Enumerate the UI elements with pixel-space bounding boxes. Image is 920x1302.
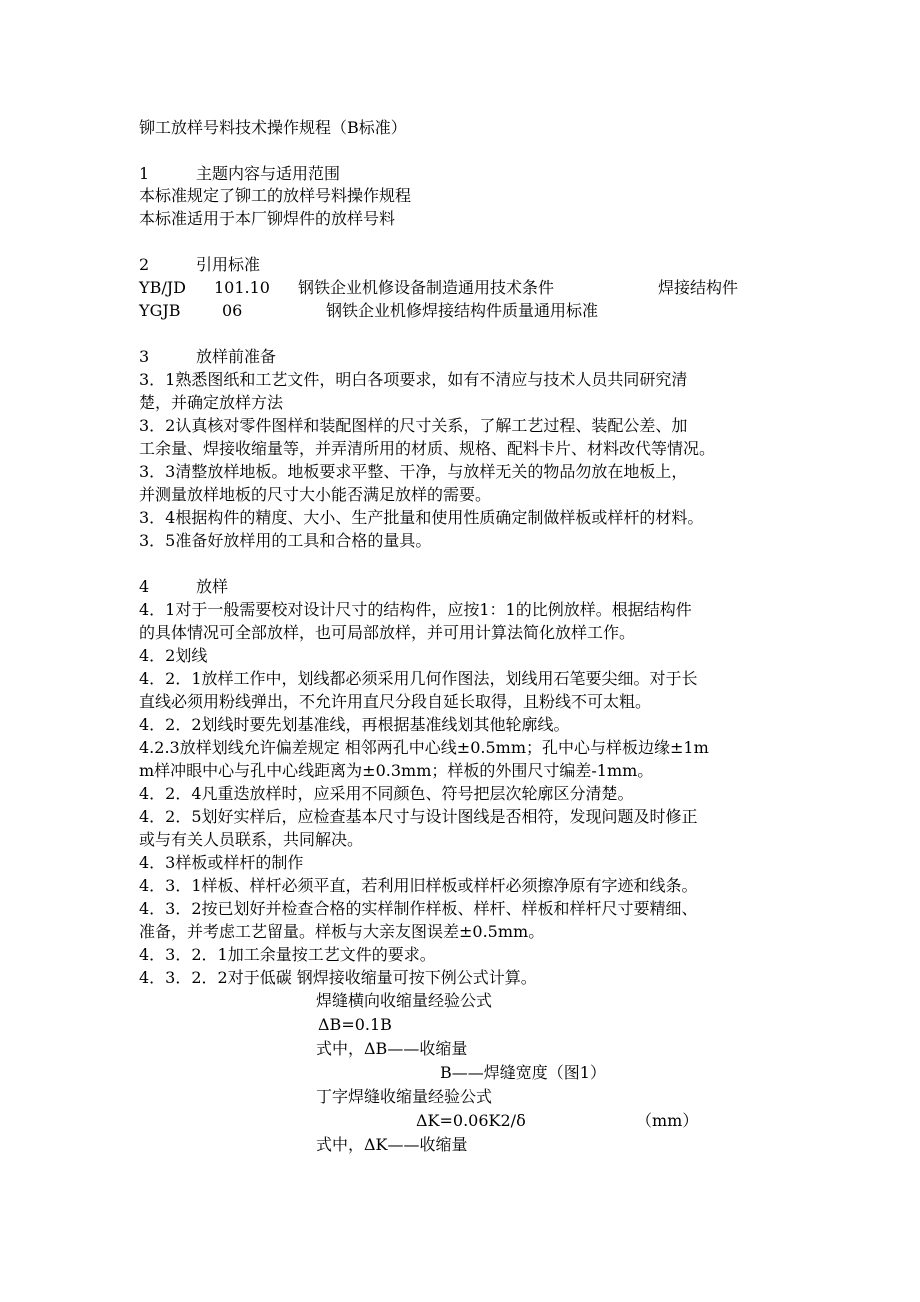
paragraph-line: 4．2．1放样工作中，划线都必须采用几何作图法，划线用石笔要尖细。对于长 — [139, 669, 698, 688]
paragraph-line: 3．3清整放样地板。地板要求平整、干净，与放样无关的物品勿放在地板上， — [139, 462, 688, 481]
section-2-heading: 引用标准 — [196, 255, 261, 274]
paragraph-line: 4．3．2．1加工余量按工艺文件的要求。 — [139, 945, 436, 964]
reference-extra: 焊接结构件 — [658, 278, 739, 297]
paragraph-line: 4.2.3放样划线允许偏差规定 相邻两孔中心线±0.5mm；孔中心与样板边缘±1m — [139, 738, 709, 757]
paragraph-line: m样冲眼中心与孔中心线距离为±0.3mm；样板的外围尺寸编差-1mm。 — [139, 761, 654, 780]
paragraph-line: 3．2认真核对零件图样和装配图样的尺寸关系，了解工艺过程、装配公差、加 — [139, 416, 688, 435]
reference-code: YGJB — [139, 301, 181, 320]
reference-code: YB/JD — [139, 278, 186, 297]
formula-1-expression: ΔB=0.1B — [318, 1015, 392, 1034]
formula-1-variable: B——焊缝宽度（图1） — [440, 1063, 606, 1082]
formula-1-where: 式中，ΔB——收缩量 — [316, 1039, 468, 1058]
paragraph-line: 4．2．5划好实样后，应检查基本尺寸与设计图线是否相符，发现问题及时修正 — [139, 807, 698, 826]
section-3-heading: 放样前准备 — [196, 347, 277, 366]
formula-1-title: 焊缝横向收缩量经验公式 — [316, 991, 493, 1010]
section-1-heading: 主题内容与适用范围 — [196, 164, 341, 183]
paragraph-line: 或与有关人员联系，共同解决。 — [139, 830, 364, 849]
section-2-number: 2 — [139, 255, 150, 274]
paragraph-line: 4．2．2划线时要先划基准线，再根据基准线划其他轮廓线。 — [139, 715, 570, 734]
reference-number: 101.10 — [214, 278, 270, 297]
reference-name: 钢铁企业机修设备制造通用技术条件 — [298, 278, 555, 297]
paragraph-line: 本标准规定了铆工的放样号料操作规程 — [139, 186, 412, 205]
section-1-number: 1 — [139, 164, 150, 183]
paragraph-line: 4．2．4凡重迭放样时，应采用不同颜色、符号把层次轮廓区分清楚。 — [139, 784, 634, 803]
paragraph-line: 直线必须用粉线弹出，不允许用直尺分段自延长取得，且粉线不可太粗。 — [139, 692, 652, 711]
document-title: 铆工放样号料技术操作规程（B标准） — [139, 118, 407, 137]
paragraph-line: 准备，并考虑工艺留量。样板与大亲友图误差±0.5mm。 — [139, 922, 545, 941]
paragraph-line: 4．3．2．2对于低碳 钢焊接收缩量可按下例公式计算。 — [139, 968, 537, 987]
formula-2-unit: （mm） — [636, 1111, 699, 1130]
formula-2-where: 式中，ΔK——收缩量 — [316, 1135, 468, 1154]
paragraph-line: 4．3样板或样杆的制作 — [139, 853, 304, 872]
formula-2-expression: ΔK=0.06K2/δ — [416, 1111, 526, 1130]
paragraph-line: 的具体情况可全部放样，也可局部放样，并可用计算法简化放样工作。 — [139, 623, 636, 642]
paragraph-line: 4．3．1样板、样杆必须平直，若利用旧样板或样杆必须擦净原有字迹和线条。 — [139, 876, 698, 895]
paragraph-line: 3．5准备好放样用的工具和合格的量具。 — [139, 531, 432, 550]
paragraph-line: 本标准适用于本厂铆焊件的放样号料 — [139, 209, 396, 228]
formula-2-title: 丁字焊缝收缩量经验公式 — [316, 1087, 493, 1106]
reference-number: 06 — [222, 301, 243, 320]
paragraph-line: 工余量、焊接收缩量等，并弄清所用的材质、规格、配料卡片、材料改代等情况。 — [139, 439, 716, 458]
paragraph-line: 3．1熟悉图纸和工艺文件，明白各项要求，如有不清应与技术人员共同研究清 — [139, 370, 688, 389]
section-4-heading: 放样 — [196, 577, 229, 596]
reference-name: 钢铁企业机修焊接结构件质量通用标准 — [326, 301, 599, 320]
paragraph-line: 楚，并确定放样方法 — [139, 393, 284, 412]
paragraph-line: 4．3．2按已划好并检查合格的实样制作样板、样杆、样板和样杆尺寸要精细、 — [139, 899, 698, 918]
paragraph-line: 4．2划线 — [139, 646, 208, 665]
paragraph-line: 3．4根据构件的精度、大小、生产批量和使用性质确定制做样板或样杆的材料。 — [139, 508, 704, 527]
paragraph-line: 并测量放样地板的尺寸大小能否满足放样的需要。 — [139, 485, 492, 504]
section-4-number: 4 — [139, 577, 150, 596]
paragraph-line: 4．1对于一般需要校对设计尺寸的结构件，应按1：1的比例放样。根据结构件 — [139, 600, 692, 619]
section-3-number: 3 — [139, 347, 150, 366]
